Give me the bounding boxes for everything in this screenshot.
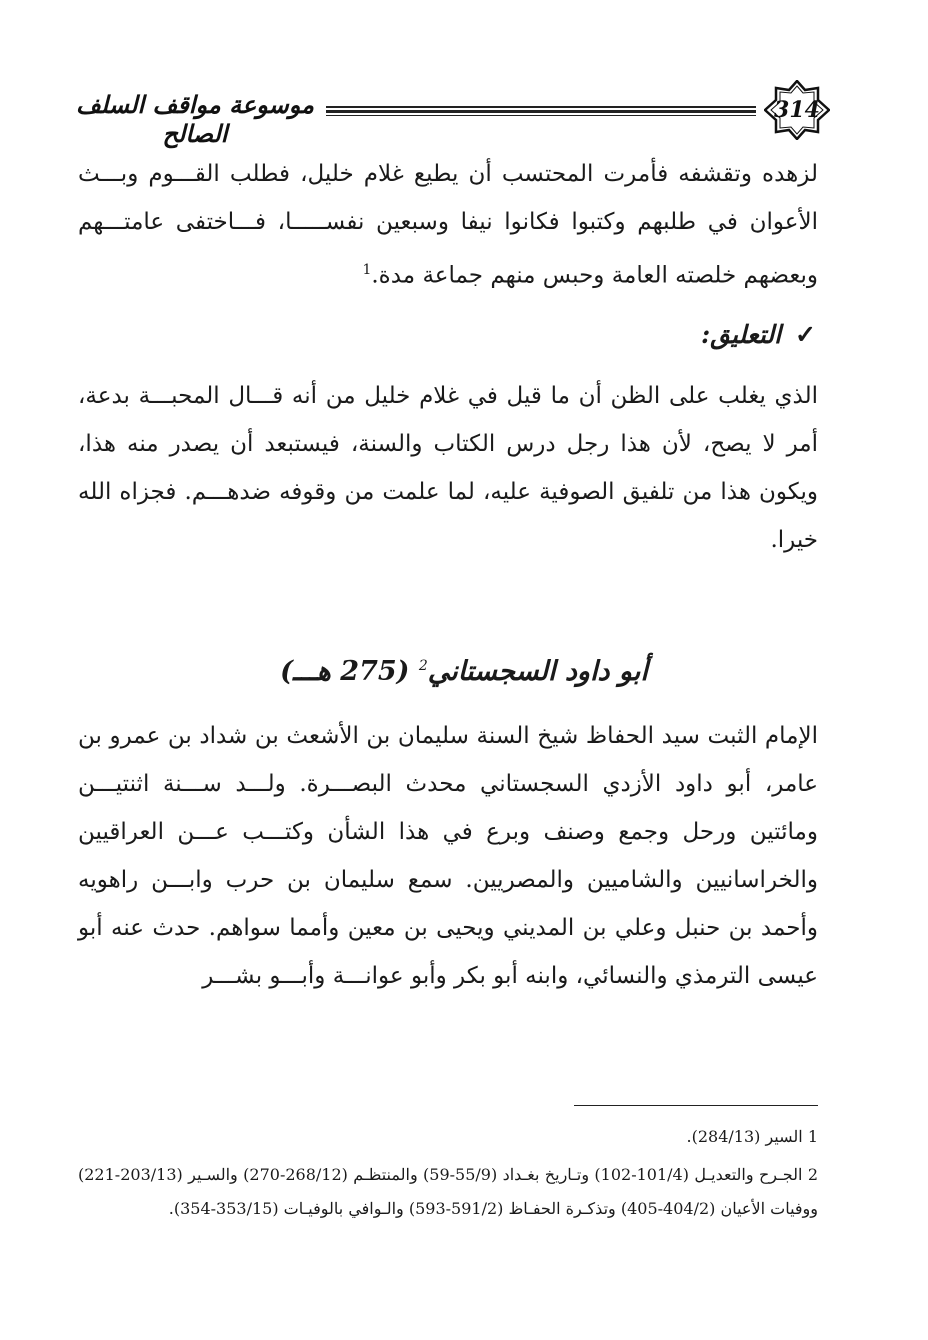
paragraph-3 — [78, 712, 818, 1000]
page-header — [60, 80, 830, 148]
series-title: موسوعة مواقف السلف الصالح — [75, 90, 315, 148]
footnote-number: 1 — [807, 1127, 818, 1146]
footnote-item — [78, 1158, 818, 1226]
footnote-ref-2: 2 — [418, 658, 428, 674]
footnote-text: السير (284/13). — [686, 1127, 803, 1146]
footnote-text: الجـرح والتعديـل (101/4-102) وتـاريخ بغـداد (55/9-59) والمنتظـم (268/12-270) والسـير (203/13-221) ووفيات الأعيان (404/2-405) وتذكـرة الحفـاظ (591/2-593) والـوافي بالوفيـات (353/15-354). — [78, 1165, 818, 1218]
footnote-ref-1: 1 — [362, 262, 372, 278]
section-title-year: (275 هـــ) — [280, 656, 410, 687]
footnotes — [78, 1120, 818, 1230]
paragraph-2 — [78, 372, 818, 564]
comment-heading-text: التعليق: — [700, 320, 782, 349]
paragraph-1 — [78, 150, 818, 300]
comment-heading — [701, 320, 816, 349]
header-rule — [326, 106, 756, 116]
paragraph-3-text: الإمام الثبت سيد الحفاظ شيخ السنة سليمان بن الأشعث بن شداد بن عمرو بن عامر، أبو داود الأزدي السجستاني محدث البصـــرة. ولـــد ســـنة اثنتيـــن ومائتين ورحل وجمع وصنف وبرع في هذا الشأن وكتـــب عـــن العراقيين والخراسانيين والشاميين والمصريين. سمع سليمان بن حرب وابـــن راهويه وأحمد بن حنبل وعلي بن المديني ويحيى بن معين وأمما سواهم. حدث عنه أبو عيسى الترمذي والنسائي، وابنه أبو بكر وأبو عوانـــة وأبـــو بشـــر — [78, 723, 818, 989]
paragraph-2-text: الذي يغلب على الظن أن ما قيل في غلام خليل من أنه قـــال المحبـــة بدعة، أمر لا يصح، لأن هذا رجل درس الكتاب والسنة، فيستبعد أن يصدر منه هذا، ويكون هذا من تلفيق الصوفية عليه، لما علمت من وقوفه ضدهـــم. فجزاه الله خيرا. — [78, 383, 818, 553]
section-title-main: أبو داود السجستاني — [427, 656, 648, 687]
paragraph-1-text: لزهده وتقشفه فأمرت المحتسب أن يطيع غلام خليل، فطلب القـــوم وبـــث الأعوان في طلبهم وكتبوا فكانوا نيفا وسبعين نفســـــا، فـــاختفى عامتـــهم وبعضهم خلصته العامة وحبس منهم جماعة مدة. — [78, 161, 818, 289]
page-number-badge — [764, 80, 830, 140]
page-number: 314 — [774, 97, 820, 123]
footnote-item — [78, 1120, 818, 1154]
footnote-number: 2 — [807, 1165, 818, 1184]
footnote-separator — [574, 1105, 818, 1106]
checkmark-icon: ✓ — [795, 320, 816, 349]
section-title — [0, 656, 928, 687]
